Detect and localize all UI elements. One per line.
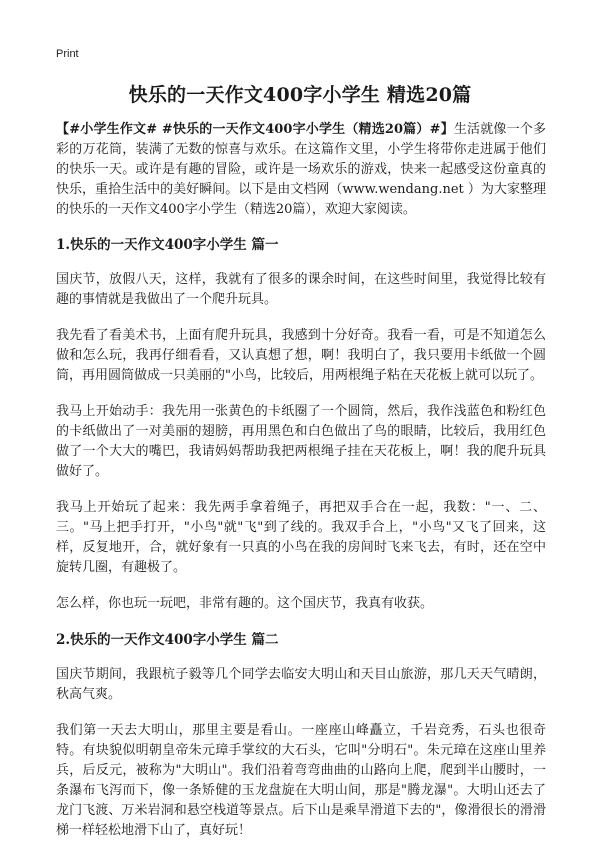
- intro-paragraph: [56, 120, 546, 220]
- section-heading-1: 1.快乐的一天作文400字小学生 篇一: [56, 237, 279, 253]
- article-body: [56, 120, 546, 857]
- print-link[interactable]: Print: [56, 48, 79, 60]
- paragraph: 我们第一天去大明山，那里主要是看山。一座座山峰矗立，千岩竞秀，石头也很奇特。有块貌似明朝皇帝朱元璋手掌纹的大石头，它叫"分明石"。朱元璋在这座山里养兵，后反元，被称为"大明山"。我们沿着弯弯曲曲的山路向上爬，爬到半山腰时，一条瀑布飞泻而下，像一条矫健的玉龙盘旋在大明山间，那是"腾龙瀑"。大明山还去了龙门飞渡、万米岩洞和悬空栈道等景点。后下山是乘旱滑道下去的"，像滑很长的滑滑梯一样轻松地滑下山了，真好玩！: [56, 723, 546, 838]
- paragraph: 怎么样，你也玩一玩吧，非常有趣的。这个国庆节，我真有收获。: [56, 596, 434, 611]
- paragraph: 我马上开始玩了起来：我先两手拿着绳子，再把双手合在一起，我数："一、二、三。"马上把手打开，"小鸟"就"飞"到了线的。我双手合上，"小鸟"又飞了回来，这样，反复地开，合，就好象有一只真的小鸟在我的房间时飞来飞去，有时，还在空中旋转几圈，有趣极了。: [56, 500, 546, 575]
- paragraph: 国庆节期间，我跟杭子毅等几个同学去临安大明山和天目山旅游，那几天天气晴朗，秋高气爽。: [56, 667, 546, 702]
- paragraph: 我马上开始动手：我先用一张黄色的卡纸圈了一个圆筒，然后，我作浅蓝色和粉红色的卡纸做出了一对美丽的翅膀，再用黑色和白色做出了鸟的眼睛，比较后，我用红色做了一个大大的嘴巴，我请妈妈帮助我把两根绳子挂在天花板上，啊！我的爬升玩具做好了。: [56, 404, 546, 479]
- intro-text: 生活就像一个多彩的万花筒，装满了无数的惊喜与欢乐。在这篇作文里，小学生将带你走进属于他们的快乐一天。或许是有趣的冒险，或许是一场欢乐的游戏，快来一起感受这份童真的快乐，重拾生活中的美好瞬间。以下是由文档网（www.wendang.net ）为大家整理的快乐的一天作文400字小学生（精选20篇），欢迎大家阅读。: [56, 122, 546, 217]
- page-title: 快乐的一天作文400字小学生 精选20篇: [128, 84, 472, 106]
- paragraph: 我先看了看美术书，上面有爬升玩具，我感到十分好奇。我看一看，可是不知道怎么做和怎么玩，我再仔细看看，又认真想了想，啊！我明白了，我只要用卡纸做一个圆筒，再用圆筒做成一只美丽的"小鸟，比较后，用两根绳子粘在天花板上就可以玩了。: [56, 328, 546, 383]
- intro-tags: 【#小学生作文# #快乐的一天作文400字小学生（精选20篇）#】: [56, 122, 454, 137]
- paragraph: 国庆节，放假八天，这样，我就有了很多的课余时间，在这些时间里，我觉得比较有趣的事情就是我做出了一个爬升玩具。: [56, 272, 546, 307]
- section-heading-2: 2.快乐的一天作文400字小学生 篇二: [56, 632, 279, 648]
